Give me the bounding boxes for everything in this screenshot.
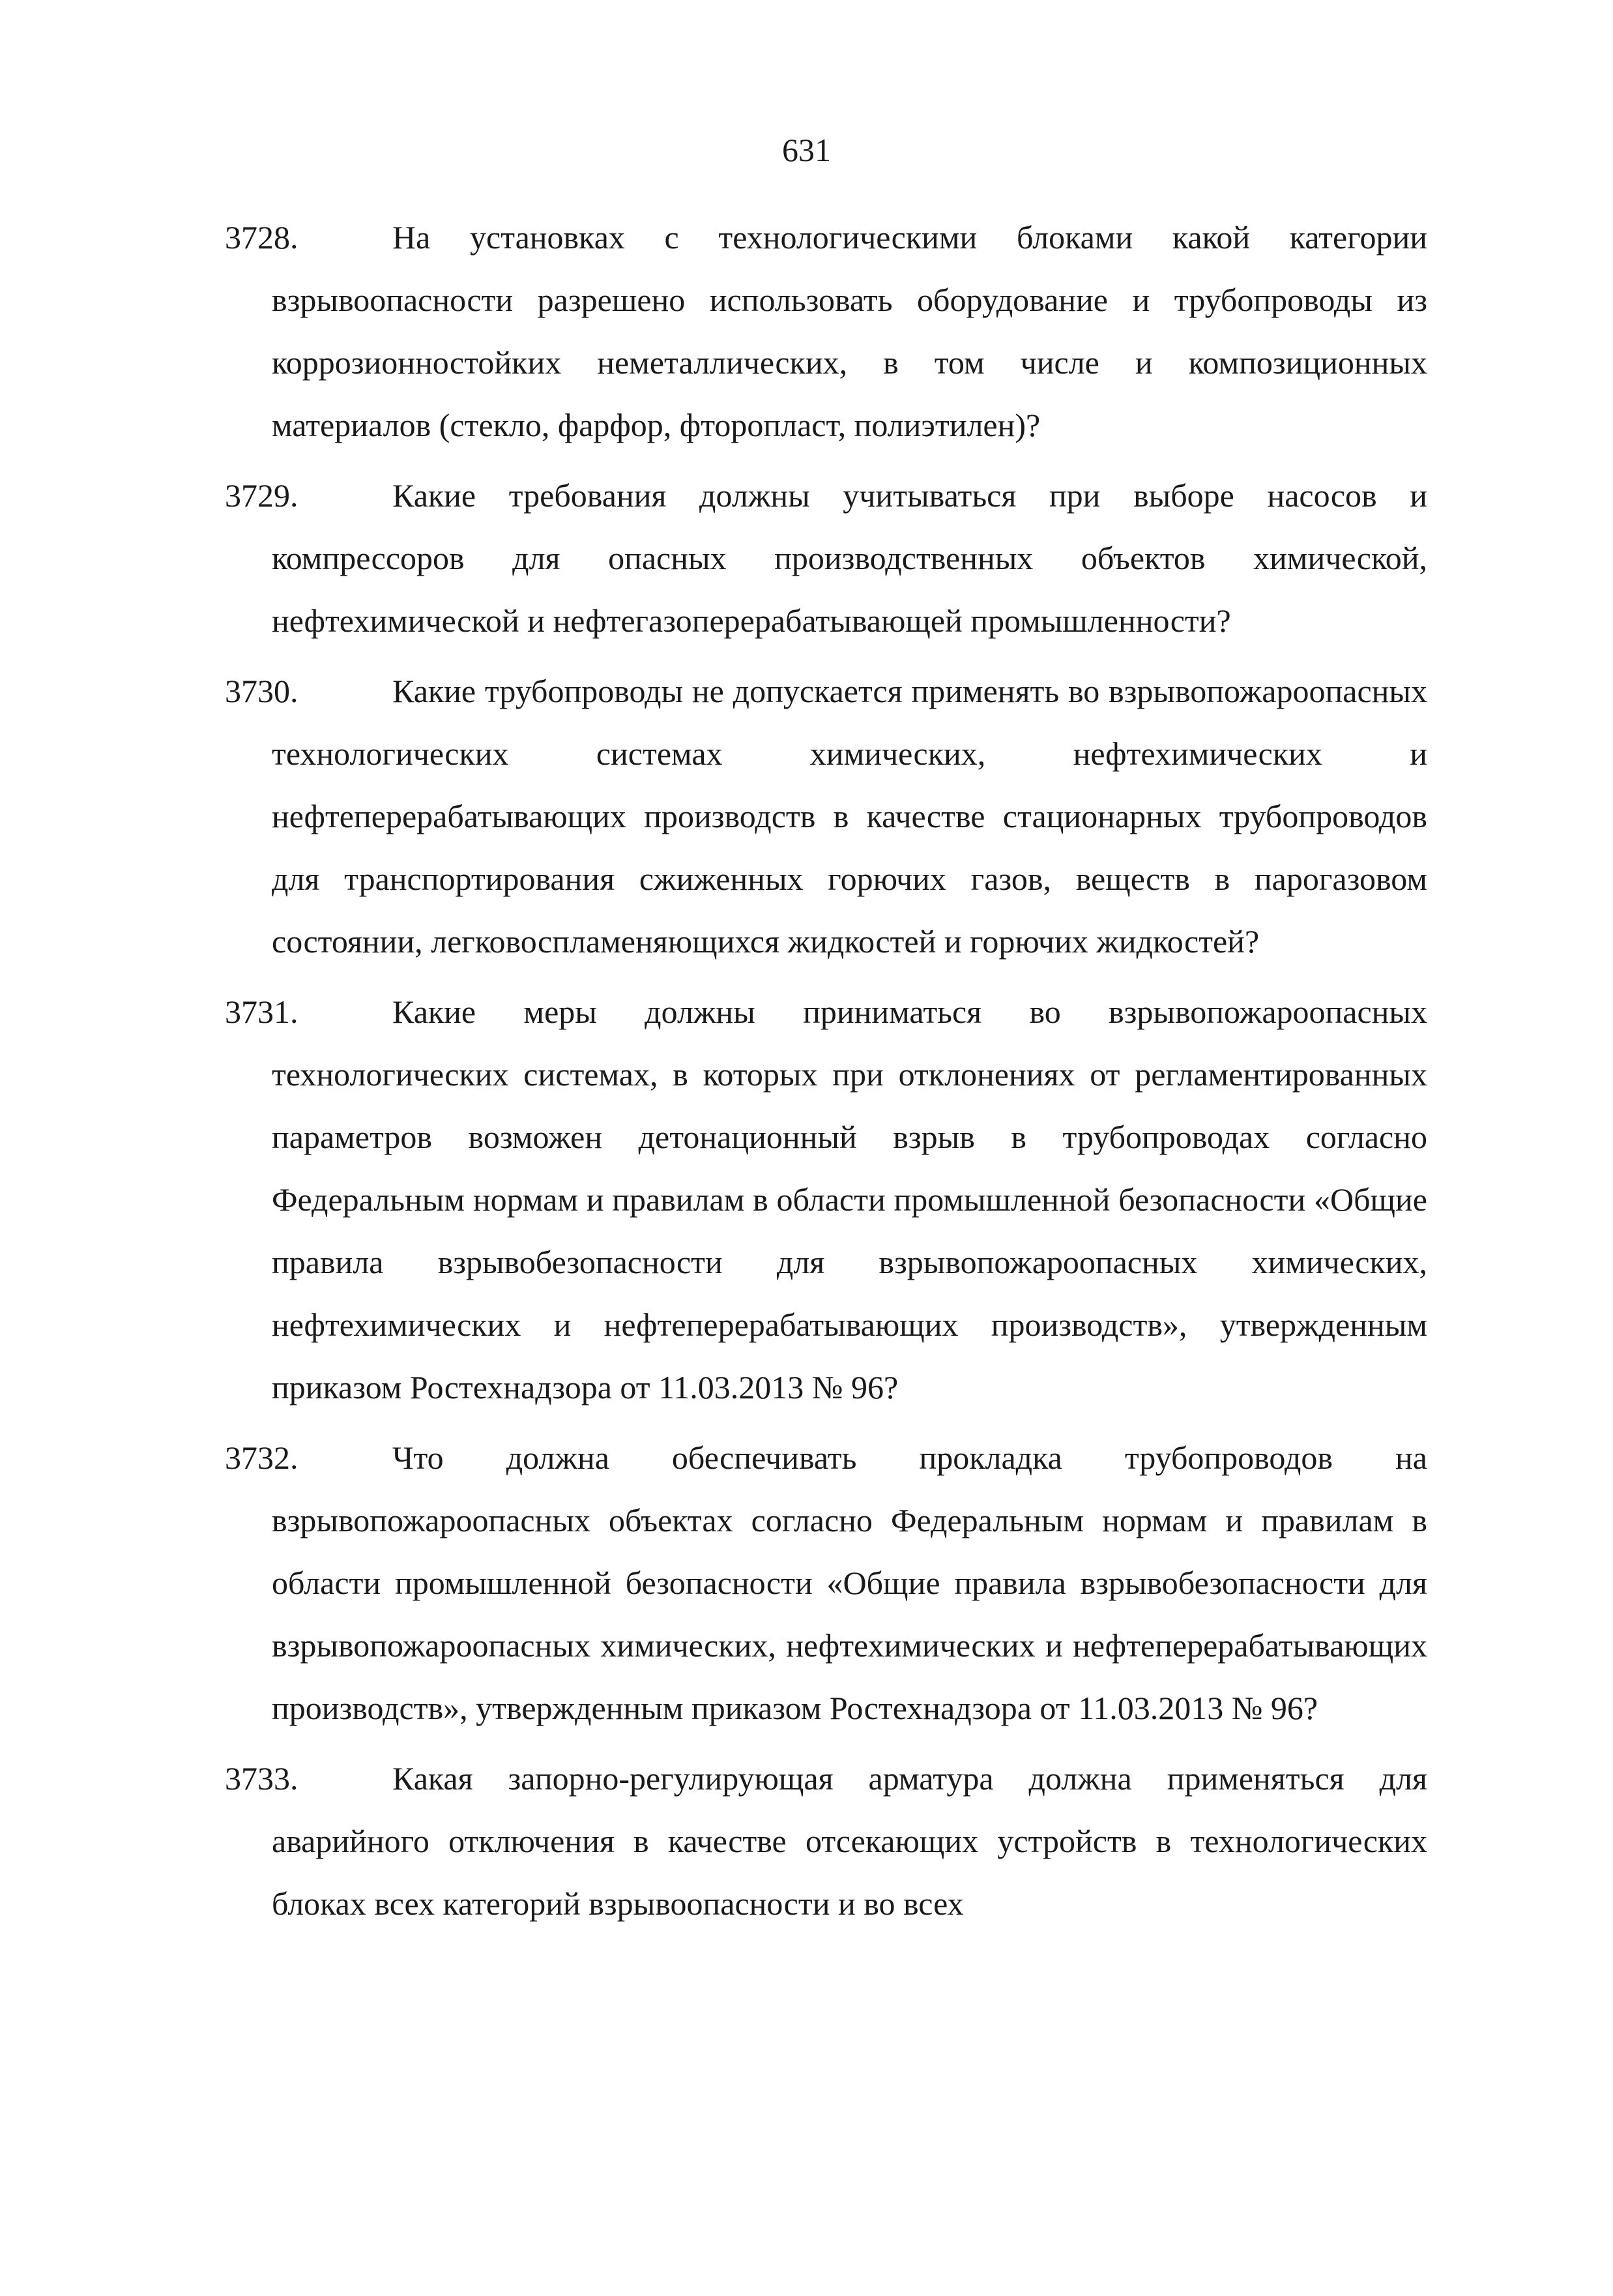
question-text: Какие требования должны учитываться при выборе насосов и компрессоров для опасных производственных объектов химической, нефтехимической и нефтегазоперерабатывающей промышленности?: [272, 477, 1427, 639]
question-number: 3728.: [225, 219, 298, 256]
question-3733: [225, 1747, 1427, 1935]
question-number: 3731.: [225, 993, 298, 1030]
question-list: [225, 206, 1427, 1943]
question-3730: [225, 660, 1427, 973]
question-3728: [225, 206, 1427, 456]
question-3731: [225, 980, 1427, 1419]
question-number: 3732.: [225, 1439, 298, 1476]
question-3729: [225, 464, 1427, 652]
question-number: 3733.: [225, 1760, 298, 1797]
question-3732: [225, 1426, 1427, 1739]
question-text: Что должна обеспечивать прокладка трубопроводов на взрывопожароопасных объектах согласно Федеральным нормам и правилам в области промышленной безопасности «Общие правила взрывобезопасности для взрывопожароопасных химических, нефтехимических и нефтеперерабатывающих производств», утвержденным приказом Ростехнадзора от 11.03.2013 № 96?: [272, 1439, 1427, 1726]
question-text: На установках с технологическими блоками какой категории взрывоопасности разрешено использовать оборудование и трубопроводы из коррозионностойких неметаллических, в том числе и композиционных материалов (стекло, фарфор, фторопласт, полиэтилен)?: [272, 219, 1427, 443]
question-text: Какие трубопроводы не допускается применять во взрывопожароопасных технологических системах химических, нефтехимических и нефтеперерабатывающих производств в качестве стационарных трубопроводов для транспортирования сжиженных горючих газов, веществ в парогазовом состоянии, легковоспламеняющихся жидкостей и горючих жидкостей?: [272, 673, 1427, 960]
page-number: 631: [782, 132, 831, 168]
question-number: 3730.: [225, 673, 298, 709]
question-number: 3729.: [225, 477, 298, 514]
question-text: Какие меры должны приниматься во взрывопожароопасных технологических системах, в которых при отклонениях от регламентированных параметров возможен детонационный взрыв в трубопроводах согласно Федеральным нормам и правилам в области промышленной безопасности «Общие правила взрывобезопасности для взрывопожароопасных химических, нефтехимических и нефтеперерабатывающих производств», утвержденным приказом Ростехнадзора от 11.03.2013 № 96?: [272, 993, 1427, 1406]
question-text: Какая запорно-регулирующая арматура должна применяться для аварийного отключения в качестве отсекающих устройств в технологических блоках всех категорий взрывоопасности и во всех: [272, 1760, 1427, 1922]
